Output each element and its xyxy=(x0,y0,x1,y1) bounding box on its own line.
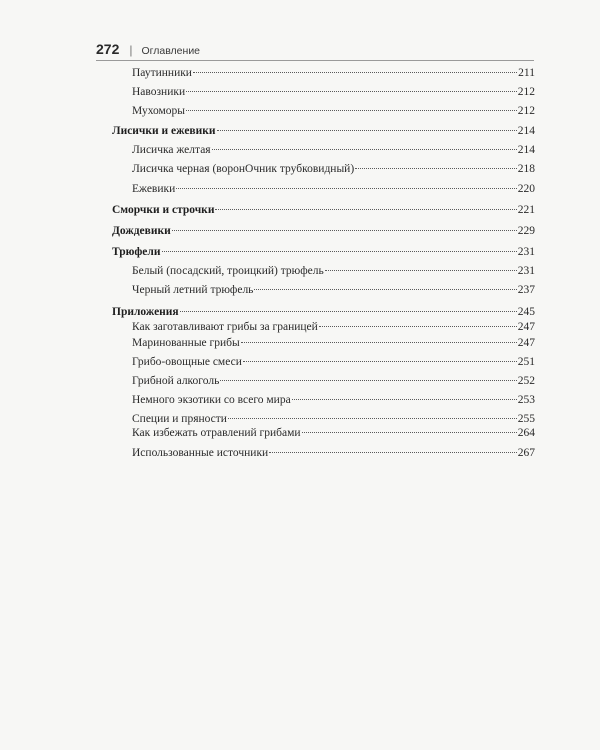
toc-entry-title: Маринованные грибы xyxy=(132,337,240,349)
toc-entry xyxy=(132,336,535,350)
dot-leader xyxy=(292,399,517,400)
toc-entry-page: 252 xyxy=(517,375,535,387)
toc-entry-page: 255 xyxy=(517,413,535,425)
toc-entry-page: 253 xyxy=(517,394,535,406)
dot-leader xyxy=(172,230,517,231)
toc-entry xyxy=(132,264,535,278)
dot-leader xyxy=(162,251,517,252)
dot-leader xyxy=(228,418,517,419)
toc-entry xyxy=(132,426,535,440)
toc-entry-title: Лисичка черная (воронОчник трубковидный) xyxy=(132,163,355,175)
toc-entry xyxy=(132,162,535,176)
dot-leader xyxy=(319,326,517,327)
header-title: Оглавление xyxy=(141,45,201,57)
dot-leader xyxy=(254,289,516,290)
toc-entry xyxy=(132,320,535,334)
toc-section-title: Дождевики xyxy=(112,225,171,237)
dot-leader xyxy=(220,380,516,381)
toc-section-page: 231 xyxy=(517,246,535,258)
toc-entry-page: 247 xyxy=(517,321,535,333)
toc-section-title: Сморчки и строчки xyxy=(112,204,215,216)
dot-leader xyxy=(243,361,517,362)
dot-leader xyxy=(176,188,517,189)
page-number: 272 xyxy=(96,41,120,57)
dot-leader xyxy=(217,130,517,131)
toc-entry-title: Использованные источники xyxy=(132,447,269,459)
toc-entry-page: 220 xyxy=(517,183,535,195)
dot-leader xyxy=(212,149,517,150)
toc-entry-title: Как заготавливают грибы за границей xyxy=(132,321,318,333)
toc-entry-title: Немного экзотики со всего мира xyxy=(132,394,291,406)
toc-entry-title: Грибо-овощные смеси xyxy=(132,356,242,368)
dot-leader xyxy=(355,168,517,169)
toc-entry-page: 264 xyxy=(517,427,535,439)
toc-section-title: Трюфели xyxy=(112,246,161,258)
toc-entry xyxy=(132,355,535,369)
dot-leader xyxy=(241,342,517,343)
running-header xyxy=(96,41,534,61)
toc-entry xyxy=(132,182,535,196)
dot-leader xyxy=(180,311,517,312)
dot-leader xyxy=(302,432,517,433)
toc-entry xyxy=(132,104,535,118)
toc-section-page: 214 xyxy=(517,125,535,137)
toc-section xyxy=(112,224,535,238)
toc-entry-title: Навозники xyxy=(132,86,186,98)
header-separator: | xyxy=(129,43,133,57)
toc-section-page: 245 xyxy=(517,306,535,318)
toc-section xyxy=(112,305,535,319)
toc-entry-page: 214 xyxy=(517,144,535,156)
toc-section-page: 229 xyxy=(517,225,535,237)
toc-section-page: 221 xyxy=(517,204,535,216)
toc-entry xyxy=(132,393,535,407)
toc-section-title: Приложения xyxy=(112,306,179,318)
toc-entry-page: 267 xyxy=(517,447,535,459)
toc-entry-title: Как избежать отравлений грибами xyxy=(132,427,301,439)
dot-leader xyxy=(269,452,517,453)
toc-entry-page: 211 xyxy=(518,67,535,79)
toc-entry xyxy=(132,143,535,157)
toc-section xyxy=(112,203,535,217)
toc-entry xyxy=(132,412,535,426)
toc-entry-title: Ежевики xyxy=(132,183,176,195)
toc-section xyxy=(112,124,535,138)
toc-entry-page: 231 xyxy=(517,265,535,277)
toc-entry xyxy=(132,283,535,297)
toc-entry-title: Паутинники xyxy=(132,67,192,79)
toc-entry xyxy=(132,374,535,388)
toc-entry-page: 218 xyxy=(517,163,535,175)
toc-entry-title: Белый (посадский, троицкий) трюфель xyxy=(132,265,324,277)
toc-entry-page: 237 xyxy=(517,284,535,296)
toc-entry-page: 247 xyxy=(517,337,535,349)
toc-entry xyxy=(132,66,535,80)
toc-entry-page: 212 xyxy=(517,105,535,117)
toc-entry xyxy=(132,446,535,460)
toc-entry-title: Грибной алкоголь xyxy=(132,375,220,387)
toc-entry-page: 251 xyxy=(517,356,535,368)
dot-leader xyxy=(186,91,517,92)
dot-leader xyxy=(186,110,517,111)
toc-entry-title: Мухоморы xyxy=(132,105,186,117)
toc-entry-title: Специи и пряности xyxy=(132,413,227,425)
toc-section xyxy=(112,245,535,259)
toc-section-title: Лисички и ежевики xyxy=(112,125,216,137)
dot-leader xyxy=(193,72,517,73)
toc-entry xyxy=(132,85,535,99)
toc-entry-page: 212 xyxy=(517,86,535,98)
toc-entry-title: Лисичка желтая xyxy=(132,144,211,156)
dot-leader xyxy=(215,209,516,210)
dot-leader xyxy=(325,270,517,271)
toc-entry-title: Черный летний трюфель xyxy=(132,284,254,296)
